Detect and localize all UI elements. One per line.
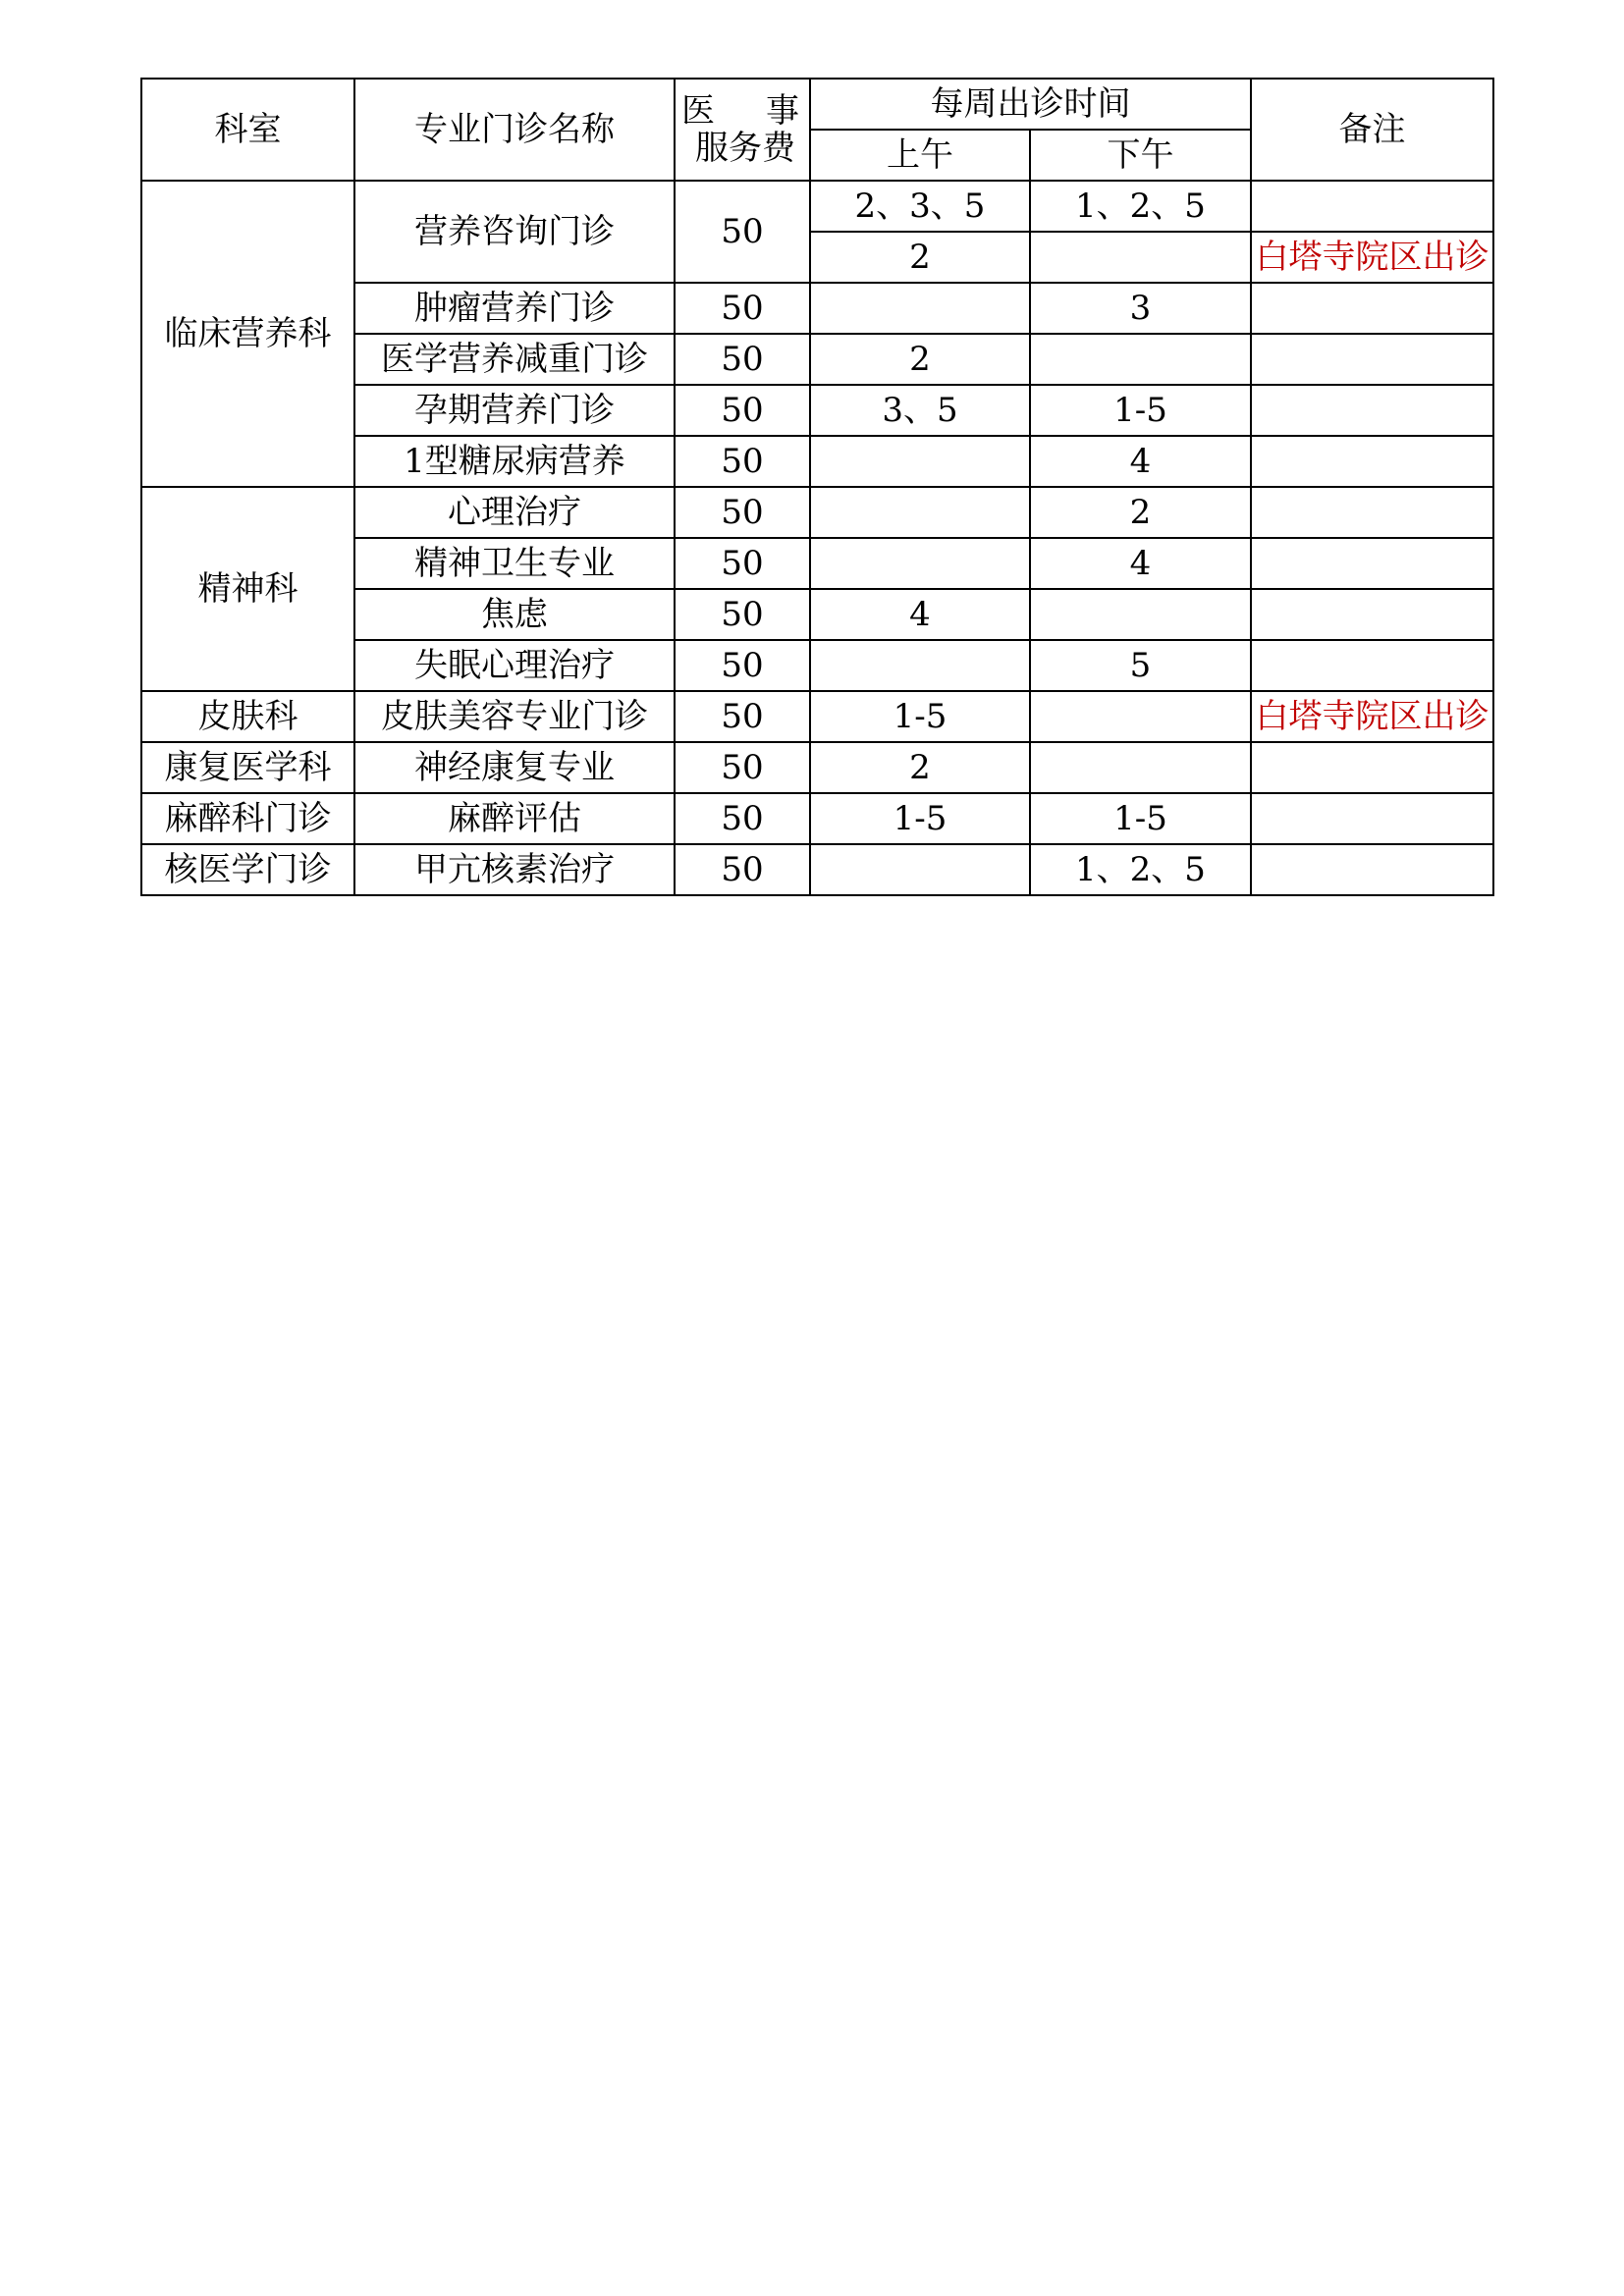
afternoon-cell <box>1030 691 1251 742</box>
fee-cell: 50 <box>675 334 810 385</box>
afternoon-cell: 4 <box>1030 436 1251 487</box>
afternoon-cell: 1-5 <box>1030 385 1251 436</box>
clinic-name-cell: 孕期营养门诊 <box>354 385 675 436</box>
header-afternoon: 下午 <box>1030 130 1251 181</box>
afternoon-cell <box>1030 334 1251 385</box>
header-fee-char2: 事 <box>766 91 799 131</box>
remark-cell <box>1251 436 1493 487</box>
morning-cell <box>810 844 1030 895</box>
afternoon-cell: 5 <box>1030 640 1251 691</box>
remark-cell <box>1251 283 1493 334</box>
header-morning: 上午 <box>810 130 1030 181</box>
fee-cell: 50 <box>675 844 810 895</box>
table-row <box>141 487 1493 538</box>
morning-cell <box>810 640 1030 691</box>
table-row <box>141 691 1493 742</box>
header-row <box>141 79 1493 130</box>
department-cell: 临床营养科 <box>141 181 354 487</box>
clinic-name-cell: 甲亢核素治疗 <box>354 844 675 895</box>
header-fee-line2: 服务费 <box>695 129 795 168</box>
morning-cell <box>810 538 1030 589</box>
remark-cell: 白塔寺院区出诊 <box>1251 691 1493 742</box>
clinic-name-cell: 失眠心理治疗 <box>354 640 675 691</box>
clinic-name-cell: 焦虑 <box>354 589 675 640</box>
afternoon-cell <box>1030 232 1251 283</box>
afternoon-cell: 1、2、5 <box>1030 844 1251 895</box>
header-clinic-name: 专业门诊名称 <box>354 79 675 181</box>
clinic-name-cell: 营养咨询门诊 <box>354 181 675 283</box>
clinic-name-cell: 精神卫生专业 <box>354 538 675 589</box>
afternoon-cell: 3 <box>1030 283 1251 334</box>
morning-cell: 1-5 <box>810 691 1030 742</box>
morning-cell: 2 <box>810 232 1030 283</box>
department-cell: 精神科 <box>141 487 354 691</box>
morning-cell: 2、3、5 <box>810 181 1030 232</box>
fee-cell: 50 <box>675 436 810 487</box>
morning-cell <box>810 283 1030 334</box>
clinic-name-cell: 1型糖尿病营养 <box>354 436 675 487</box>
clinic-name-cell: 皮肤美容专业门诊 <box>354 691 675 742</box>
fee-cell: 50 <box>675 385 810 436</box>
afternoon-cell: 1、2、5 <box>1030 181 1251 232</box>
clinic-schedule-table <box>140 78 1494 896</box>
clinic-name-cell: 医学营养减重门诊 <box>354 334 675 385</box>
table-row <box>141 844 1493 895</box>
fee-cell: 50 <box>675 691 810 742</box>
morning-cell: 2 <box>810 334 1030 385</box>
morning-cell: 1-5 <box>810 793 1030 844</box>
fee-cell: 50 <box>675 283 810 334</box>
clinic-name-cell: 麻醉评估 <box>354 793 675 844</box>
morning-cell: 2 <box>810 742 1030 793</box>
fee-cell: 50 <box>675 589 810 640</box>
morning-cell: 4 <box>810 589 1030 640</box>
fee-cell: 50 <box>675 487 810 538</box>
afternoon-cell: 2 <box>1030 487 1251 538</box>
morning-cell: 3、5 <box>810 385 1030 436</box>
department-cell: 康复医学科 <box>141 742 354 793</box>
fee-cell: 50 <box>675 640 810 691</box>
table-row <box>141 742 1493 793</box>
table-row <box>141 181 1493 232</box>
remark-cell <box>1251 844 1493 895</box>
header-remark: 备注 <box>1251 79 1493 181</box>
fee-cell: 50 <box>675 538 810 589</box>
remark-cell <box>1251 640 1493 691</box>
header-fee <box>675 79 810 181</box>
remark-cell: 白塔寺院区出诊 <box>1251 232 1493 283</box>
remark-cell <box>1251 181 1493 232</box>
header-weekly-time: 每周出诊时间 <box>810 79 1251 130</box>
remark-cell <box>1251 334 1493 385</box>
clinic-name-cell: 神经康复专业 <box>354 742 675 793</box>
clinic-name-cell: 肿瘤营养门诊 <box>354 283 675 334</box>
header-department: 科室 <box>141 79 354 181</box>
clinic-name-cell: 心理治疗 <box>354 487 675 538</box>
afternoon-cell <box>1030 589 1251 640</box>
remark-cell <box>1251 793 1493 844</box>
fee-cell: 50 <box>675 181 810 283</box>
fee-cell: 50 <box>675 793 810 844</box>
header-fee-line1 <box>681 92 809 130</box>
department-cell: 麻醉科门诊 <box>141 793 354 844</box>
department-cell: 核医学门诊 <box>141 844 354 895</box>
table-row <box>141 793 1493 844</box>
remark-cell <box>1251 487 1493 538</box>
remark-cell <box>1251 742 1493 793</box>
remark-cell <box>1251 385 1493 436</box>
afternoon-cell <box>1030 742 1251 793</box>
remark-cell <box>1251 538 1493 589</box>
morning-cell <box>810 436 1030 487</box>
afternoon-cell: 1-5 <box>1030 793 1251 844</box>
afternoon-cell: 4 <box>1030 538 1251 589</box>
header-fee-char1: 医 <box>681 91 715 131</box>
remark-cell <box>1251 589 1493 640</box>
morning-cell <box>810 487 1030 538</box>
fee-cell: 50 <box>675 742 810 793</box>
department-cell: 皮肤科 <box>141 691 354 742</box>
